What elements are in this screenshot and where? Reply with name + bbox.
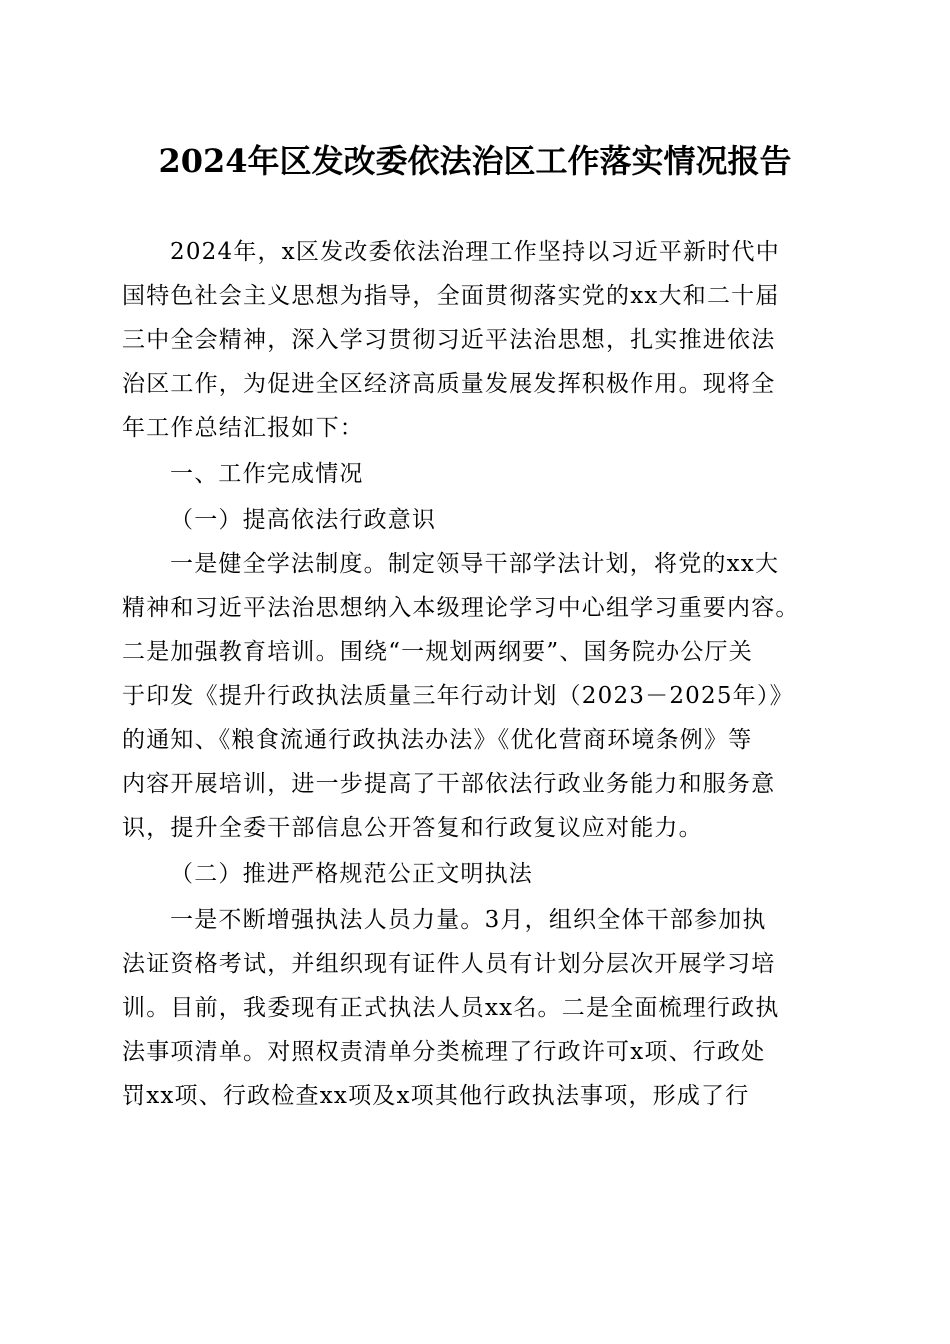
paragraph-line: 三中全会精神，深入学习贯彻习近平法治思想，扎实推进依法 [122, 327, 776, 353]
paragraph-line: 国特色社会主义思想为指导，全面贯彻落实党的xx大和二十届 [122, 283, 780, 309]
paragraph-line: 年工作总结汇报如下： [122, 415, 364, 441]
paragraph-line: 内容开展培训，进一步提高了干部依法行政业务能力和服务意 [122, 771, 776, 797]
paragraph-line: 法证资格考试，并组织现有证件人员有计划分层次开展学习培 [122, 951, 776, 977]
subsection-heading: （一）提高依法行政意识 [170, 507, 437, 533]
paragraph-line: 的通知、《粮食流通行政执法办法》《优化营商环境条例》等 [122, 727, 753, 753]
paragraph-line: 一是不断增强执法人员力量。3月，组织全体干部参加执 [170, 907, 767, 933]
document-title: 2024年区发改委依法治区工作落实情况报告 [158, 142, 792, 180]
paragraph-line: 识，提升全委干部信息公开答复和行政复议应对能力。 [122, 815, 703, 841]
paragraph-line: 于印发《提升行政执法质量三年行动计划（2023－2025年）》 [122, 683, 794, 709]
paragraph-line: 罚xx项、行政检查xx项及x项其他行政执法事项，形成了行 [122, 1083, 750, 1109]
paragraph-line: 精神和习近平法治思想纳入本级理论学习中心组学习重要内容。 [122, 595, 800, 621]
paragraph-line: 治区工作，为促进全区经济高质量发展发挥积极作用。现将全 [122, 371, 776, 397]
paragraph-line: 2024年，x区发改委依法治理工作坚持以习近平新时代中 [170, 239, 780, 265]
paragraph-line: 法事项清单。对照权责清单分类梳理了行政许可x项、行政处 [122, 1039, 766, 1065]
paragraph-line: 一是健全学法制度。制定领导干部学法计划，将党的xx大 [170, 551, 780, 577]
paragraph-line: 训。目前，我委现有正式执法人员xx名。二是全面梳理行政执 [122, 995, 780, 1021]
paragraph-line: 二是加强教育培训。围绕“一规划两纲要”、国务院办公厅关 [122, 639, 753, 665]
subsection-heading: （二）推进严格规范公正文明执法 [170, 861, 533, 887]
section-heading: 一、工作完成情况 [170, 461, 364, 487]
